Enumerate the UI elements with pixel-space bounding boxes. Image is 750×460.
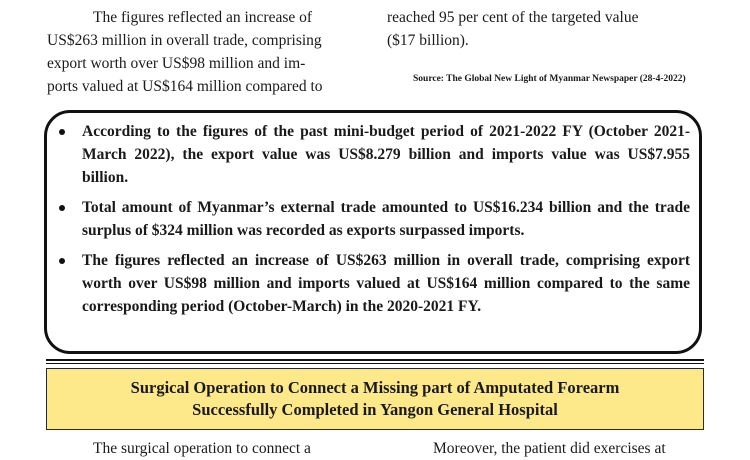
top-left-column <box>47 6 363 98</box>
article-title-banner <box>46 368 704 430</box>
bullet-icon <box>59 205 65 211</box>
body-text-line: US$263 million in overall trade, comprising <box>47 32 322 49</box>
article-text-line: The surgical operation to connect a <box>93 440 311 457</box>
highlight-list <box>56 120 690 325</box>
article-text-line: Moreover, the patient did exercises at <box>433 440 666 457</box>
section-divider <box>46 359 704 361</box>
article-left-column <box>47 437 363 460</box>
highlight-item <box>56 120 690 189</box>
bullet-icon <box>59 129 65 135</box>
highlight-item <box>56 249 690 318</box>
article-right-column <box>387 437 703 460</box>
highlight-text: Total amount of Myanmar’s external trade amounted to US$16.234 billion and the trade surplus of $324 million was recorded as exports surpassed imports. <box>82 199 690 239</box>
bullet-icon <box>59 258 65 264</box>
body-text-line: export worth over US$98 million and im- <box>47 55 306 72</box>
highlight-item <box>56 196 690 242</box>
article-title-line-2: Successfully Completed in Yangon General Hospital <box>192 400 558 419</box>
highlight-text: According to the figures of the past mini-budget period of 2021-2022 FY (October 2021-March 2022), the export value was US$8.279 billion and imports value was US$7.955 billion. <box>82 123 690 186</box>
top-right-column <box>387 6 703 52</box>
body-text-line: The figures reflected an increase of <box>93 9 313 26</box>
article-title <box>131 377 620 421</box>
section-divider-thin <box>46 363 704 364</box>
source-citation: Source: The Global New Light of Myanmar Newspaper (28-4-2022) <box>413 74 686 84</box>
body-text-line: ($17 billion). <box>387 32 469 49</box>
body-text-line: reached 95 per cent of the targeted value <box>387 9 639 26</box>
highlight-text: The figures reflected an increase of US$263 million in overall trade, comprising export worth over US$98 million and imports valued at US$164 million compared to the same corresponding period (October-March) in the 2020-2021 FY. <box>82 252 690 315</box>
article-title-line-1: Surgical Operation to Connect a Missing part of Amputated Forearm <box>130 378 620 397</box>
body-text-line: ports valued at US$164 million compared to <box>47 78 323 95</box>
